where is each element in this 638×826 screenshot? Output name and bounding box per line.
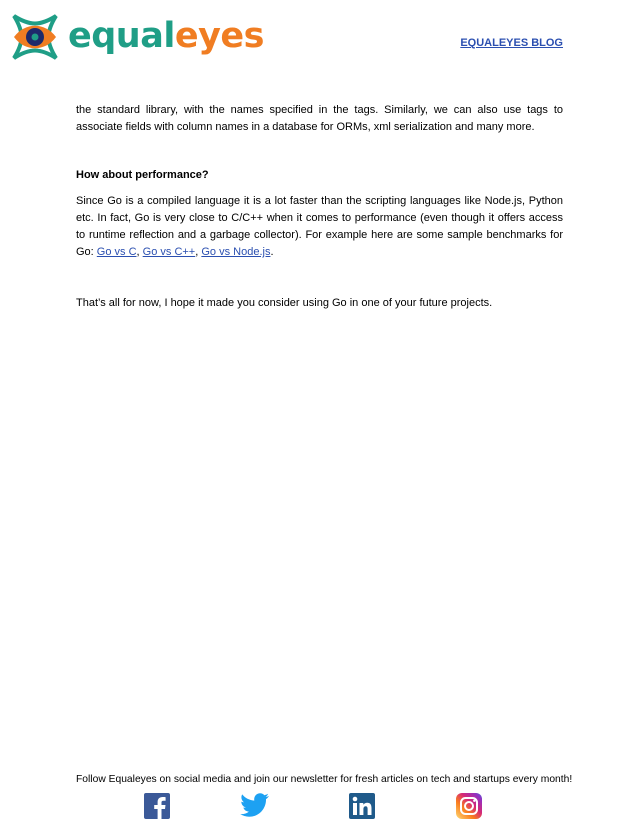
linkedin-icon[interactable] xyxy=(349,793,375,819)
instagram-icon[interactable] xyxy=(456,793,482,819)
article-body xyxy=(76,102,563,312)
link-go-vs-nodejs[interactable]: Go vs Node.js xyxy=(201,246,271,258)
link-go-vs-c[interactable]: Go vs C xyxy=(96,246,137,258)
paragraph-closing: That’s all for now, I hope it made you consider using Go in one of your future projects. xyxy=(76,297,493,309)
paragraph: the standard library, with the names specified in the tags. Similarly, we can also use tags to associate fields with column names in a database for ORMs, xml serialization and many more. xyxy=(76,104,563,133)
twitter-icon[interactable] xyxy=(240,793,270,819)
social-links xyxy=(0,793,638,823)
paragraph-performance: Since Go is a compiled language it is a lot faster than the scripting languages like Node.js, Python etc. In fact, Go is very close to C/C++ when it comes to performance (even though it offers access to runtime reflection and a garbage collector). For example here are some sample benchmarks for Go: Go vs C, Go vs C++, Go vs Node.js. xyxy=(76,195,563,258)
link-go-vs-cpp[interactable]: Go vs C++ xyxy=(142,246,196,258)
footer-text: Follow Equaleyes on social media and join our newsletter for fresh articles on tech and startups every month! xyxy=(76,774,573,785)
equaleyes-logo[interactable] xyxy=(10,12,264,62)
section-heading: How about performance? xyxy=(76,169,209,181)
blog-link[interactable]: EQUALEYES BLOG xyxy=(460,37,563,49)
logo-wordmark: equaleyes xyxy=(68,16,264,56)
facebook-icon[interactable] xyxy=(144,793,170,819)
eye-logo-icon xyxy=(10,12,60,62)
